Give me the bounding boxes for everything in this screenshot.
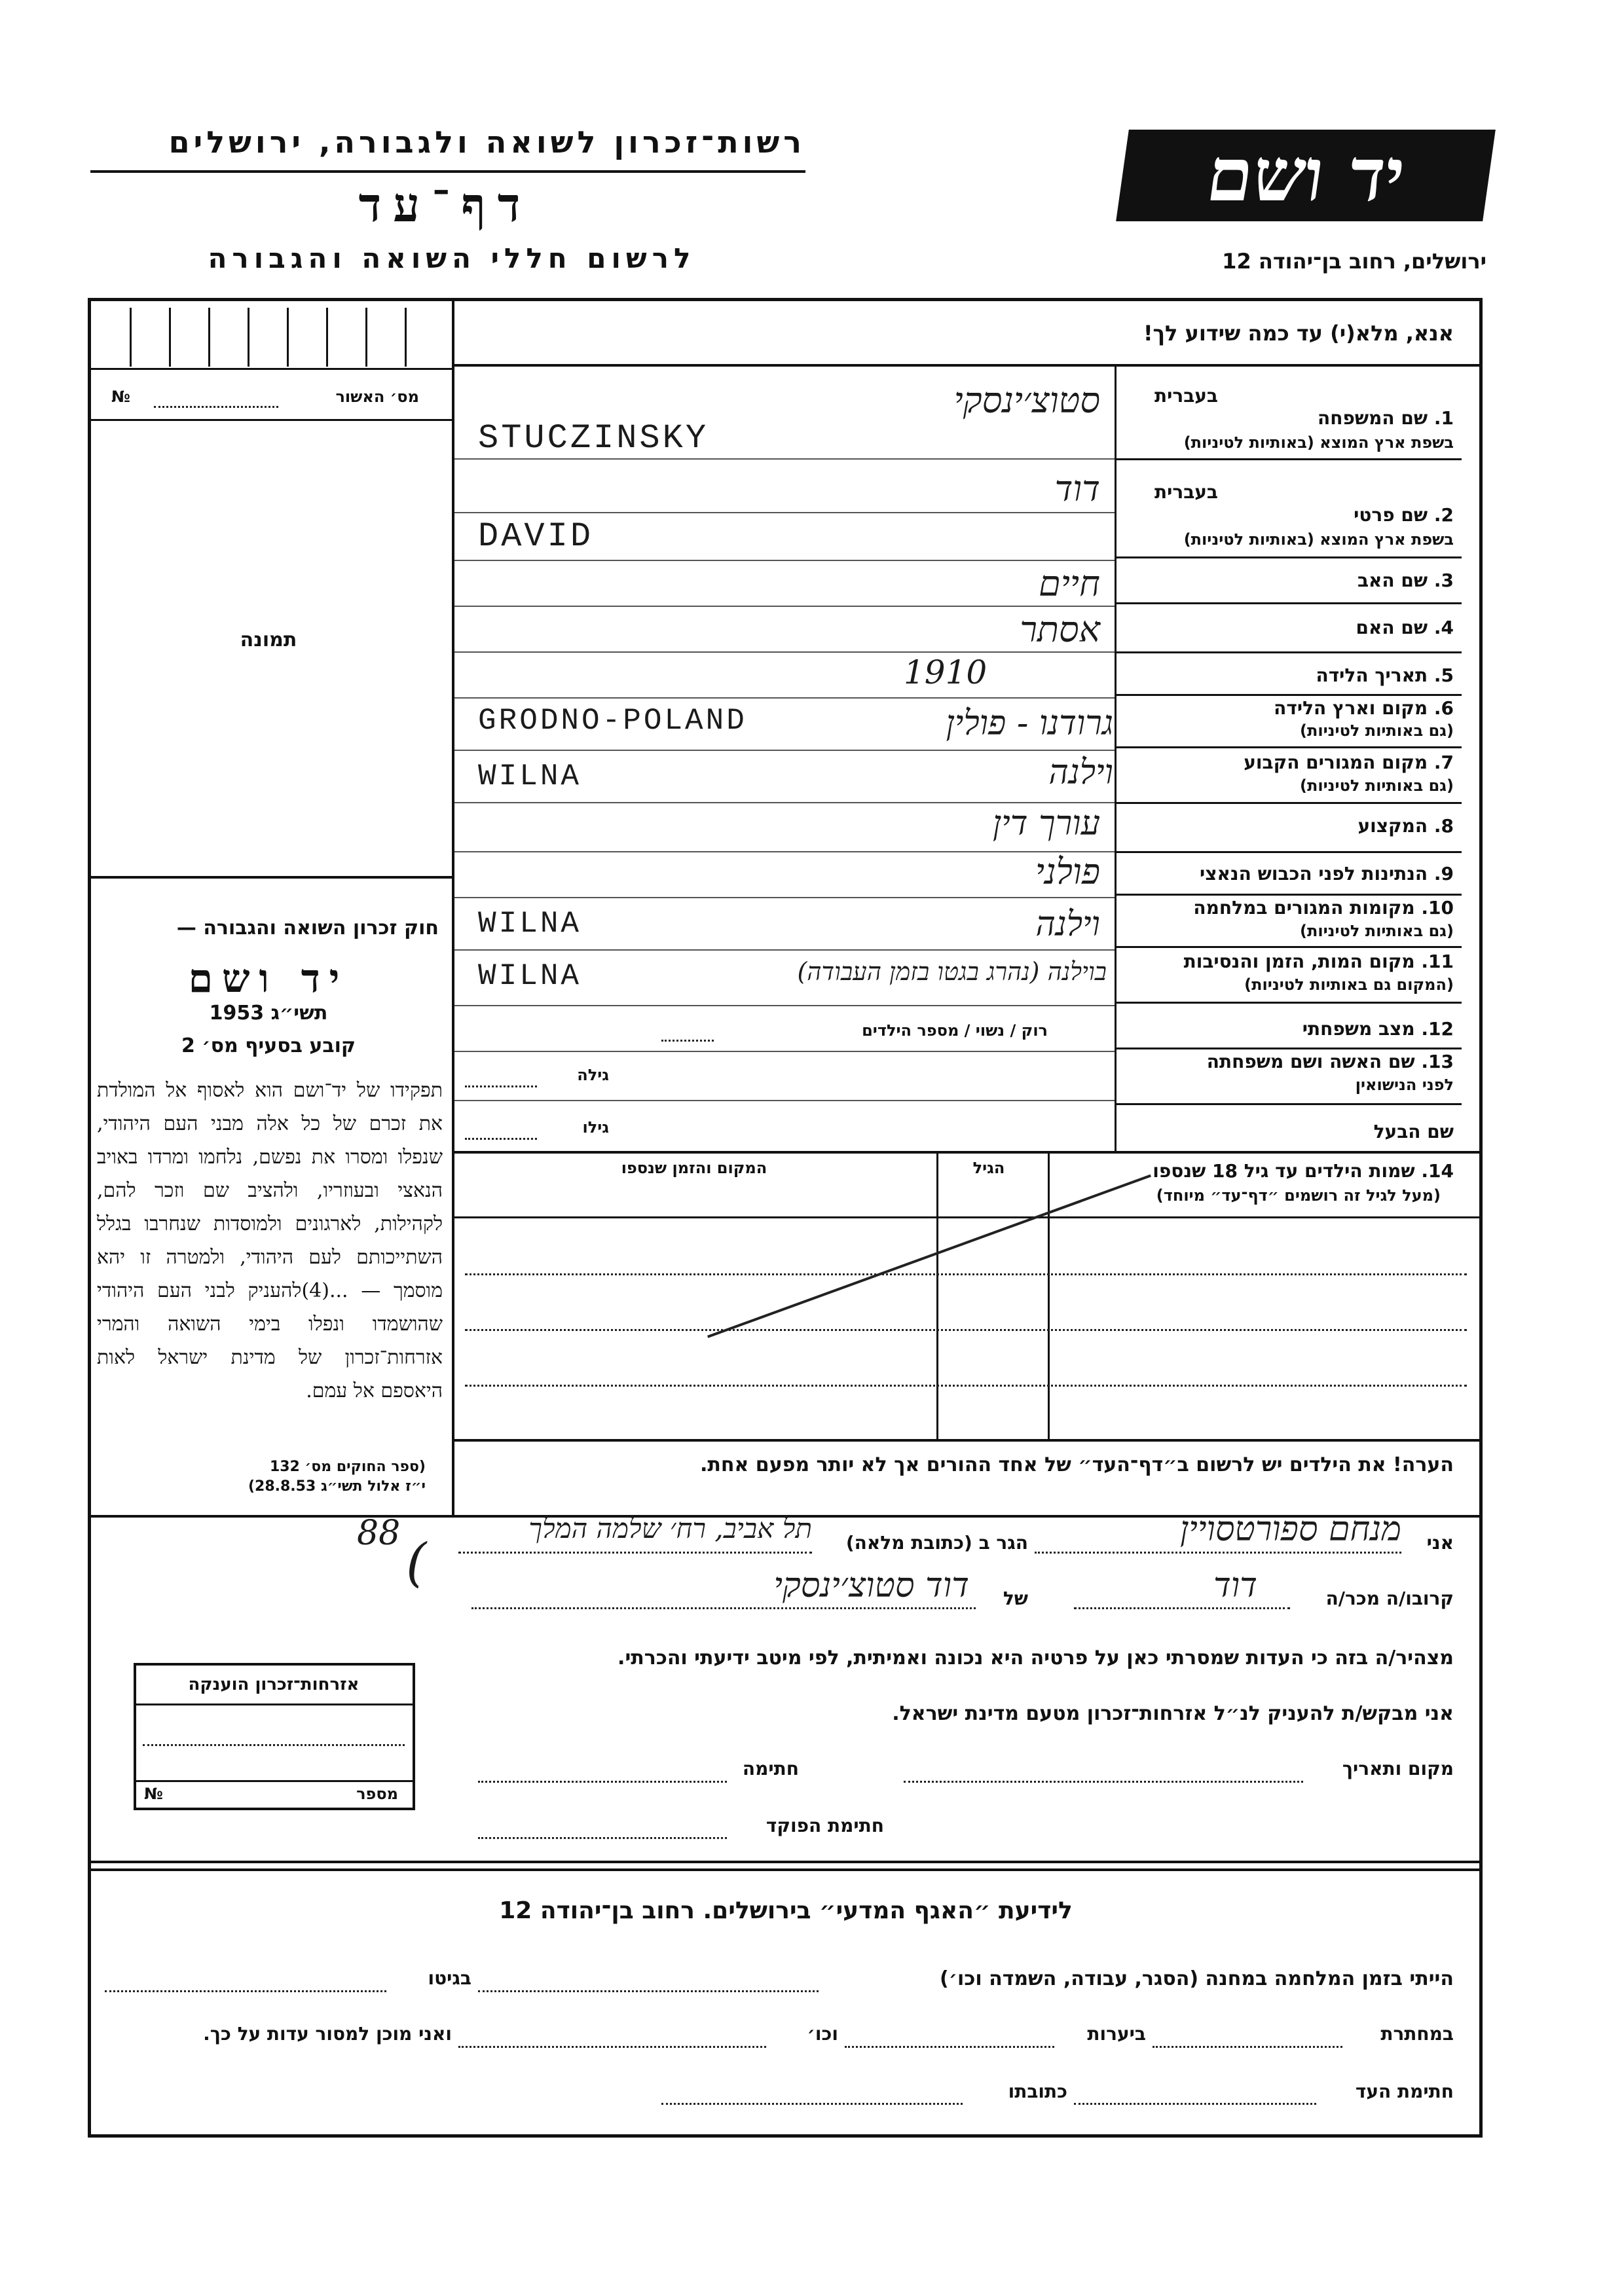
lang-hebrew-1: בעברית — [1154, 385, 1218, 407]
address: ירושלים, רחוב בן־יהודה 12 — [1222, 249, 1486, 274]
f12-label: 12. מצב משפחתי — [1302, 1018, 1454, 1040]
f10-sub: (גם באותיות לטיניות) — [1300, 922, 1454, 940]
f2-sub: בשפת ארץ המוצא (באותיות לטיניות) — [1183, 530, 1454, 549]
footer-line-3-b: כתובתו — [1008, 2081, 1067, 2102]
row-sep-7b — [454, 750, 1115, 751]
row-sep-11b — [454, 949, 1115, 951]
f14-row-1 — [465, 1273, 1467, 1275]
f13-sub: לפני הנישואין — [1355, 1076, 1454, 1094]
f8-label: 8. המקצוע — [1357, 815, 1454, 837]
row-sep-2b — [454, 512, 1115, 513]
row-sep-12 — [1115, 1048, 1462, 1049]
citizenship-number-mark: № — [144, 1785, 163, 1803]
footer-line-1-end: בגיטו — [428, 1967, 471, 1989]
decl-prefix-2: קרובו/ה מכר/ה — [1325, 1588, 1454, 1609]
footer-line-3-a: חתימת העד — [1355, 2081, 1454, 2102]
f6-value-lat[interactable]: GRODNO-POLAND — [478, 704, 747, 738]
f10-value-lat[interactable]: WILNA — [478, 907, 582, 941]
f14-label: 14. שמות הילדים עד גיל 18 שנספו — [1153, 1160, 1454, 1182]
approval-rule — [90, 419, 452, 421]
decl-mid-2: של — [1003, 1588, 1028, 1609]
row-sep-13b — [454, 1051, 1115, 1052]
f14-sub: (מעל לגיל זה רושמים ״דף־עד״ מיוחד) — [1156, 1186, 1441, 1205]
row-sep-7 — [1115, 802, 1462, 804]
f14-col-sep-1 — [1048, 1154, 1050, 1442]
f11-value-heb[interactable]: בוילנה (נהרג בגטו בזמן העבודה) — [797, 957, 1107, 986]
f14-row-3 — [465, 1385, 1467, 1387]
decl-prefix-1: אני — [1426, 1532, 1454, 1554]
f6-sub: (גם באותיות לטיניות) — [1300, 721, 1454, 740]
f9-value[interactable]: פולני — [1035, 851, 1100, 892]
f11-sub: (המקום גם באותיות לטיניות) — [1244, 975, 1454, 994]
f1-value-heb[interactable]: סטוצ׳ינסקי — [953, 380, 1100, 421]
husband-age: גילו — [582, 1118, 609, 1137]
f7-sub: (גם באותיות לטיניות) — [1300, 776, 1454, 795]
f12-dots — [661, 1040, 714, 1042]
witness-address[interactable]: תל אביב, רח׳ שלמה המלך — [528, 1512, 812, 1544]
f2-value-lat[interactable]: DAVID — [478, 517, 594, 556]
row-sep-13 — [1115, 1103, 1462, 1105]
row-sep-11 — [1115, 1002, 1462, 1004]
footer-line-2-b-dots — [845, 2046, 1054, 2048]
f14-bottom-rule — [454, 1439, 1480, 1442]
citizenship-number-label: מספר — [356, 1785, 398, 1803]
signature-dots — [478, 1781, 727, 1783]
law-year-line — [98, 1002, 439, 1025]
footer-line-2-a: במחתרת — [1380, 2023, 1454, 2045]
authority-name: רשות־זכרון לשואה ולגבורה, ירושלים — [168, 124, 805, 160]
row-sep-4 — [1115, 651, 1462, 653]
footer-line-2-end: ואני מוכן למסור עדות על כך. — [203, 2023, 452, 2045]
row-sep-6b — [454, 697, 1115, 699]
f5-value[interactable]: 1910 — [904, 653, 987, 691]
f14-col-age: הגיל — [972, 1159, 1005, 1177]
law-ref2: י״ז אלול תשי״ג 28.8.53) — [248, 1478, 426, 1495]
officer-signature-dots — [478, 1837, 727, 1839]
footer-line-1: הייתי בזמן המלחמה במחנה (הסגר, עבודה, השמדה וכו׳) — [940, 1967, 1454, 1990]
f7-value-heb[interactable]: וילנה — [1048, 753, 1113, 792]
f7-value-lat[interactable]: WILNA — [478, 759, 582, 793]
checkbox-row — [90, 308, 452, 367]
witness-address-dots — [458, 1552, 812, 1554]
f3-label: 3. שם האב — [1357, 570, 1454, 591]
footer-title: לידיעת ״האגף המדעי״ בירושלים. רחוב בן־יהודה 12 — [499, 1897, 1073, 1924]
row-sep-3b — [454, 560, 1115, 561]
row-sep-14b — [454, 1100, 1115, 1101]
f5-label: 5. תאריך הלידה — [1316, 665, 1454, 686]
footer-line-1-end-dots — [105, 1990, 386, 1992]
f2-label: 2. שם פרטי — [1354, 504, 1454, 526]
relation[interactable]: דוד — [1213, 1566, 1257, 1605]
law-year-heb: תשי״ג — [270, 1002, 328, 1025]
f6-value-heb[interactable]: גרודנו - פולין — [946, 704, 1113, 743]
request-rule — [454, 364, 1480, 367]
f3-value[interactable]: חיים — [1039, 563, 1100, 604]
law-title: חוק זכרון השואה והגבורה — — [176, 917, 439, 939]
footer-line-2-c: וכו׳ — [807, 2023, 838, 2045]
f14-col-place: המקום והזמן שנספו — [621, 1159, 767, 1177]
husband-age-dots — [465, 1138, 537, 1140]
of-name[interactable]: דוד סטוצ׳ינסקי — [773, 1566, 969, 1605]
row-sep-8b — [454, 802, 1115, 803]
f10-value-heb[interactable]: וילנה — [1035, 905, 1100, 944]
row-sep-6 — [1115, 746, 1462, 748]
row-sep-14 — [454, 1151, 1480, 1154]
house-no-bracket: ( — [406, 1532, 427, 1593]
request-text: אנא, מלא(י) עד כמה שידוע לך! — [1143, 321, 1454, 346]
law-ref1: (ספר החוקים מס׳ 132 — [269, 1459, 426, 1475]
place-date-label: מקום ותאריך — [1342, 1758, 1454, 1779]
photo-rule — [90, 876, 452, 879]
approval-label: מס׳ האשור — [335, 388, 419, 406]
f13-age: גילה — [577, 1066, 609, 1084]
sidebar-top-rule — [90, 368, 452, 370]
approval-dots — [154, 406, 278, 408]
citizenship-box — [134, 1663, 415, 1810]
row-sep-10 — [1115, 946, 1462, 948]
row-sep-5b — [454, 651, 1115, 653]
note-text: הערה! את הילדים יש לרשום ב״דף־העד״ של אחד ההורים אך לא יותר מפעם אחת. — [700, 1453, 1454, 1476]
house-no[interactable]: 88 — [357, 1514, 401, 1553]
footer-line-1-dots — [478, 1990, 819, 1992]
f10-label: 10. מקומות המגורים במלחמה — [1193, 897, 1454, 919]
relation-dots — [1074, 1607, 1290, 1609]
f14-header-rule — [454, 1216, 1480, 1218]
decl-line-4: אני מבקש/ת להעניק לנ״ל אזרחות־זכרון מטעם מדינת ישראל. — [892, 1702, 1454, 1725]
law-text: תפקידו של יד־ושם הוא לאסוף אל המולדת את זכרם של כל אלה מבני העם היהודי, שנפלו ומסרו את נפשם, נלחמו ומרדו באויב הנאצי ובעוזריו, ולהציב שם וזכר להם, לקהילות, לארגונים ולמוסדות שנחרבו בגלל השתייכותם לעם היהודי, ולמטרה זו יהא מוסמך — ...(4)להעניק לבני העם היהודי שהושמדו ונפלו בימי השואה והמרי אזרחות־זכרון של מדינת ישראל לאות היאספם אל עמם. — [97, 1079, 443, 1402]
f1-value-lat[interactable]: STUCZINSKY — [478, 419, 709, 458]
f12-value: רוק / נשוי / מספר הילדים — [862, 1021, 1048, 1040]
husband-label: שם הבעל — [1373, 1121, 1454, 1142]
row-sep-1b — [454, 458, 1115, 460]
row-sep-4b — [454, 606, 1115, 607]
row-sep-1 — [1115, 458, 1462, 460]
f4-value[interactable]: אסתר — [1020, 609, 1100, 650]
f14-row-2 — [465, 1329, 1467, 1331]
logo — [1116, 130, 1496, 221]
form-subtitle: לרשום חללי השואה והגבורה — [208, 242, 696, 274]
f2-value-heb[interactable]: דוד — [1054, 468, 1100, 509]
witness-name-dots — [1035, 1552, 1401, 1554]
footer-line-2-c-dots — [458, 2046, 766, 2048]
sidebar-divider — [452, 301, 454, 1516]
citizenship-title: אזרחות־זכרון הוענקה — [188, 1675, 360, 1694]
f9-label: 9. הנתינות לפני הכבוש הנאצי — [1200, 863, 1454, 884]
f13-age-dots — [465, 1085, 537, 1087]
f13-label: 13. שם האשה ושם משפחתה — [1206, 1051, 1454, 1072]
row-sep-5 — [1115, 694, 1462, 696]
photo-label: תמונה — [240, 629, 297, 651]
place-date-dots — [904, 1781, 1303, 1783]
row-sep-10b — [454, 897, 1115, 898]
f1-label: 1. שם המשפחה — [1318, 407, 1454, 429]
signature-label: חתימה — [742, 1758, 799, 1779]
form-title: דף־עד — [358, 177, 532, 232]
row-sep-3 — [1115, 602, 1462, 604]
lang-hebrew-2: בעברית — [1154, 481, 1218, 503]
f7-label: 7. מקום המגורים הקבוע — [1244, 752, 1454, 773]
row-sep-2 — [1115, 556, 1462, 558]
logo-text: יד ושם — [1201, 132, 1411, 218]
footer-line-3-b-dots — [661, 2103, 963, 2105]
row-sep-9 — [1115, 894, 1462, 896]
row-sep-12b — [454, 1005, 1115, 1006]
footer-line-3-a-dots — [1074, 2103, 1316, 2105]
law-clause: קובע בסעיף מס׳ 2 — [181, 1034, 356, 1057]
footer-rule-2 — [90, 1868, 1480, 1871]
f11-label: 11. מקום המות, הזמן והנסיבות — [1183, 951, 1454, 972]
footer-line-2-b: ביערות — [1087, 2023, 1146, 2045]
f8-value[interactable]: עורך דין — [992, 804, 1100, 843]
law-name: יד ושם — [188, 956, 349, 1002]
officer-signature-label: חתימת הפוקד — [766, 1815, 884, 1836]
label-divider — [1115, 367, 1116, 1152]
authority-underline — [90, 170, 805, 173]
f1-sub: בשפת ארץ המוצא (באותיות לטיניות) — [1183, 433, 1454, 452]
decl-mid-1: הגר ב (כתובת מלאה) — [845, 1532, 1028, 1554]
law-year: 1953 — [209, 1002, 265, 1025]
row-sep-8 — [1115, 851, 1462, 853]
f4-label: 4. שם האם — [1356, 617, 1454, 638]
approval-no-mark: № — [111, 388, 130, 406]
f11-value-lat[interactable]: WILNA — [478, 959, 582, 993]
f6-label: 6. מקום וארץ הלידה — [1274, 697, 1454, 719]
of-name-dots — [471, 1607, 976, 1609]
footer-rule-1 — [90, 1861, 1480, 1863]
footer-line-2-a-dots — [1153, 2046, 1342, 2048]
f14-col-sep-2 — [936, 1154, 938, 1442]
decl-line-3: מצהיר/ה בזה כי העדות שמסרתי כאן על פרטיה היא נכונה ואמיתית, לפי מיטב ידיעתי והכרתי. — [618, 1647, 1454, 1669]
witness-name[interactable]: מנחם ספורטסויין — [1180, 1510, 1401, 1549]
